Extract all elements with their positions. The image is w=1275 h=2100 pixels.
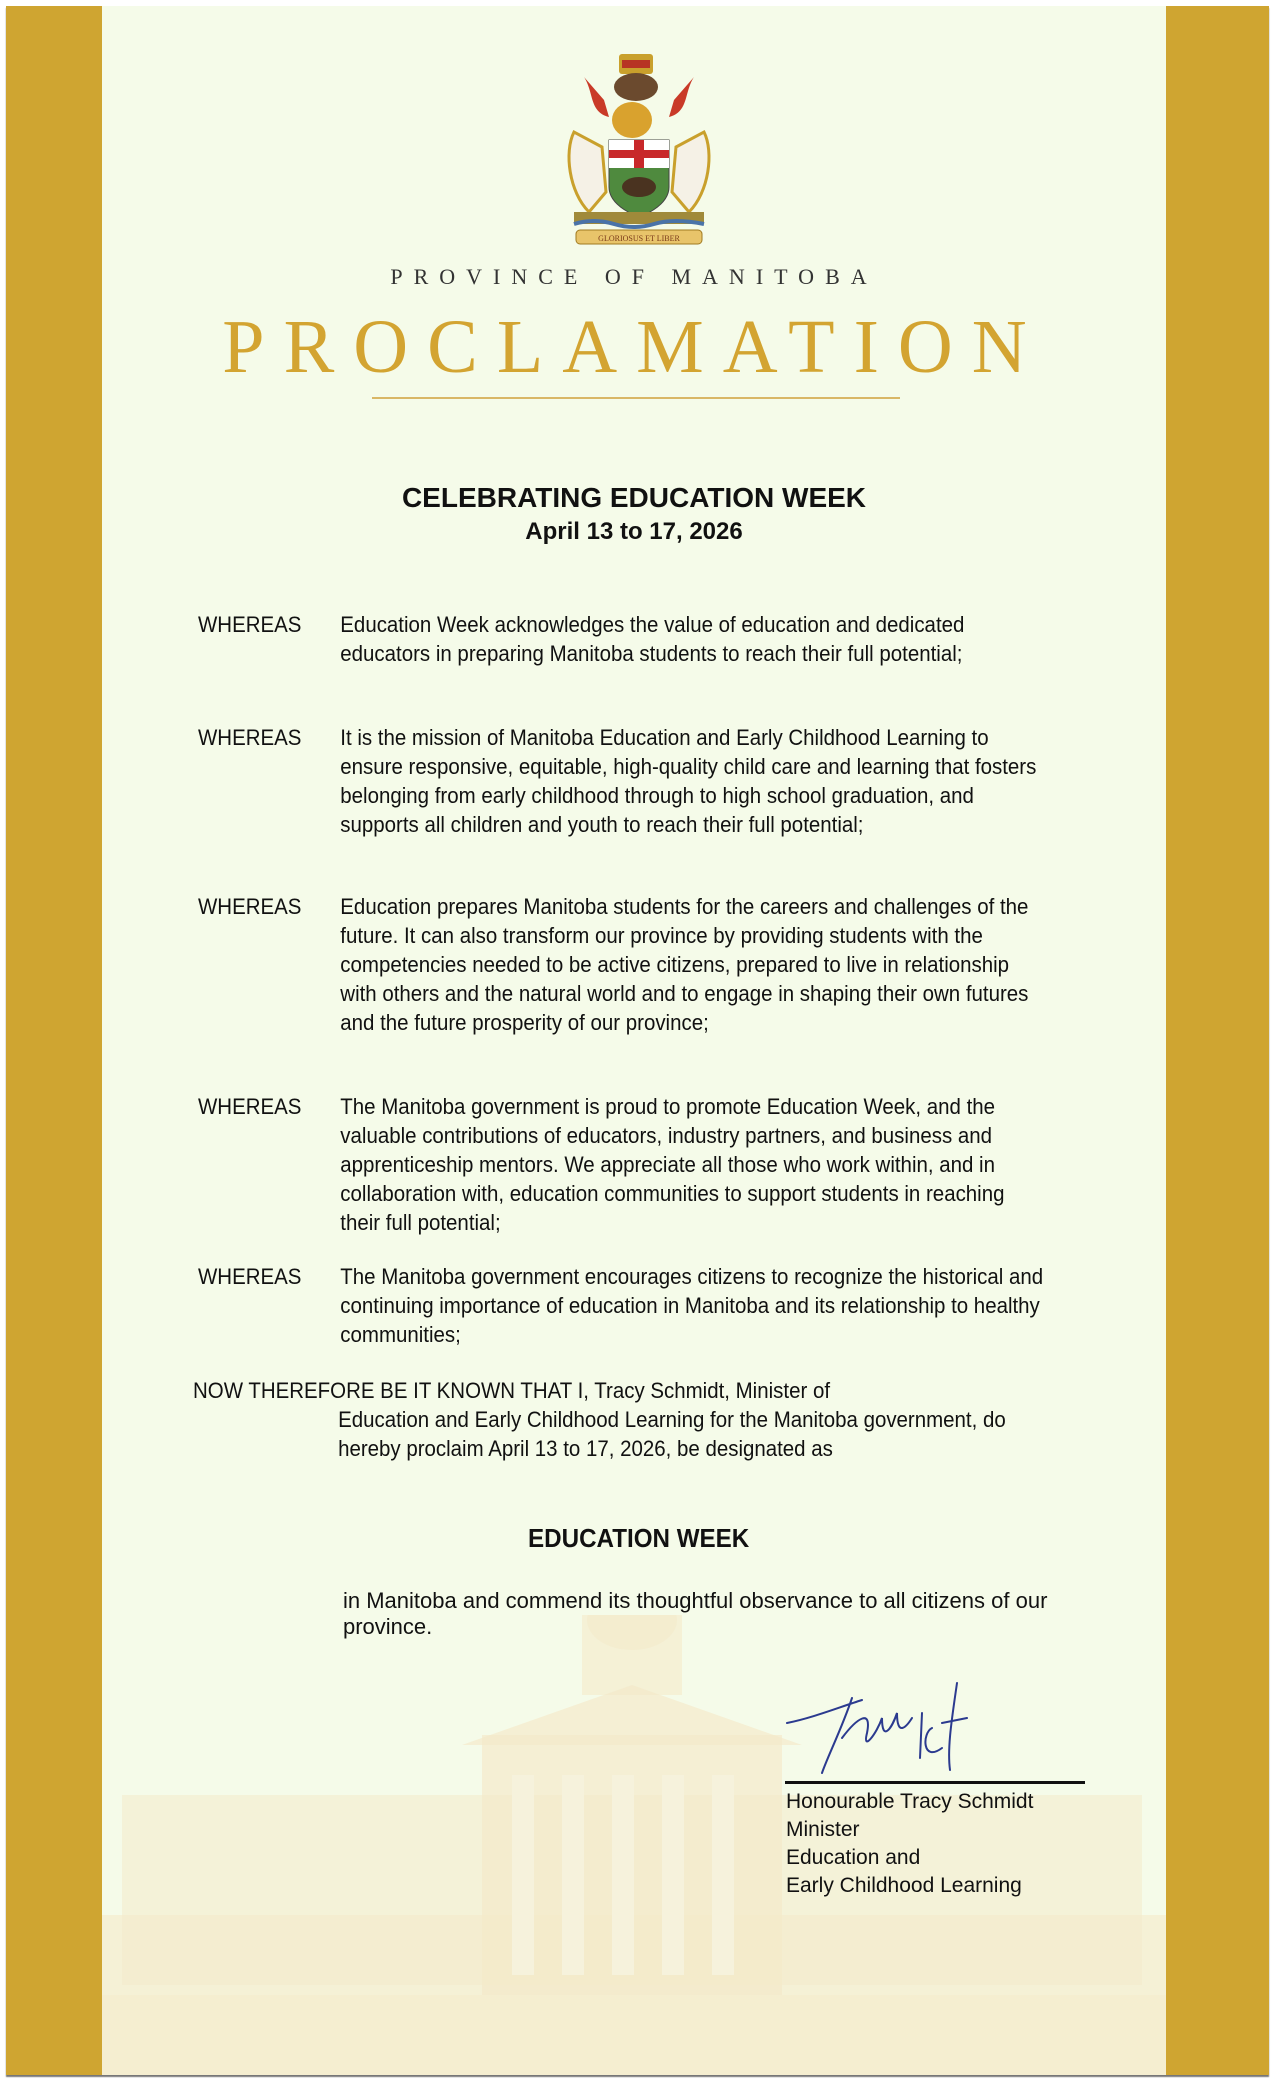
whereas-keyword: WHEREAS [198,1264,302,1289]
now-therefore-text: Education and Early Childhood Learning for the Manitoba government, do hereby proclaim April 13 to 17, 2026, be designated as [338,1407,1006,1461]
signature-line [785,1781,1085,1784]
signature-block [786,1788,1033,1900]
clause-text: Education prepares Manitoba students for the careers and challenges of the future. It can also transform our province by providing students with the competencies needed to be active citizens, prepared to live in relationship with others and the natural world and to engage in shaping their own futures and the future prosperity of our province; [340,894,1029,1035]
whereas-clause [198,723,1035,873]
signatory-title: Minister [786,1818,860,1841]
clause-text: The Manitoba government encourages citizens to recognize the historical and continuing importance of education in Manitoba and its relationship to healthy communities; [340,1264,1044,1347]
heading-title: CELEBRATING EDUCATION WEEK [401,482,867,513]
left-gold-border [6,6,102,2075]
whereas-clause [198,892,1035,1072]
proclamation-page [6,6,1269,2075]
proclamation-title: PROCLAMATION [222,305,1046,389]
clause-text: The Manitoba government is proud to promote Education Week, and the valuable contributions of educators, industry partners, and business and apprenticeship mentors. We appreciate all those who work within, and in collaboration with, education communities to support students in reaching their full potential; [340,1094,1005,1235]
designation-title: EDUCATION WEEK [528,1523,750,1553]
right-gold-border [1166,6,1269,2075]
whereas-clause [198,1092,1035,1242]
svg-text:GLORIOSUS ET LIBER: GLORIOSUS ET LIBER [598,234,680,243]
province-label: PROVINCE OF MANITOBA [390,264,878,289]
signatory-name: Honourable Tracy Schmidt [786,1790,1034,1813]
title-divider [372,397,900,399]
whereas-clause [198,610,1035,700]
coat-of-arms-icon [554,52,724,247]
document-body [102,6,1166,2075]
signatory-department: Education and [786,1846,921,1869]
whereas-clause [198,1262,1044,1352]
heading-dates: April 13 to 17, 2026 [525,518,743,545]
clause-text: Education Week acknowledges the value of education and dedicated educators in preparing Manitoba students to reach their full potential; [340,612,965,666]
whereas-keyword: WHEREAS [198,894,302,919]
whereas-keyword: WHEREAS [198,612,302,637]
clause-text: It is the mission of Manitoba Education and Early Childhood Learning to ensure responsive, equitable, high-quality child care and learning that fosters belonging from early childhood through to high school graduation, and supports all children and youth to reach their full potential; [340,725,1037,837]
now-therefore-first-line: NOW THEREFORE BE IT KNOWN THAT I, Tracy Schmidt, Minister of [193,1378,831,1403]
signature-icon [782,1678,1022,1778]
whereas-keyword: WHEREAS [198,725,302,750]
closing-text: in Manitoba and commend its thoughtful observance to all citizens of our province. [343,1588,1048,1639]
whereas-keyword: WHEREAS [198,1094,302,1119]
now-therefore-clause [193,1376,1030,1463]
signatory-department: Early Childhood Learning [786,1874,1022,1897]
proclamation-heading [102,481,1166,549]
